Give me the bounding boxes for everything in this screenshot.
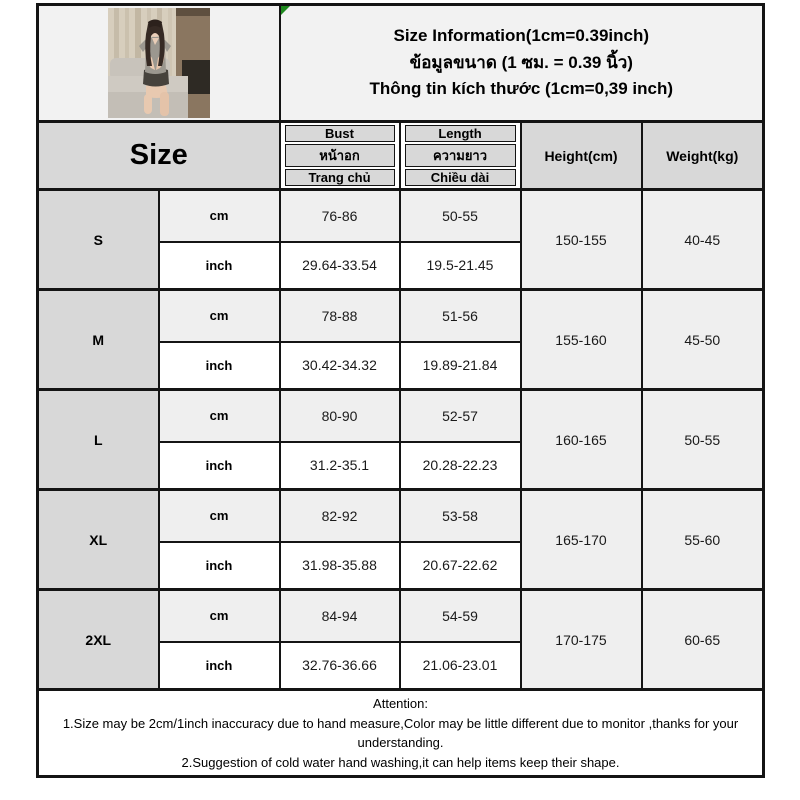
table-row-l-cm [38,390,764,442]
bust-inch-value: 29.64-33.54 [280,242,400,290]
height-value: 155-160 [521,290,642,390]
size-label-2xl: 2XL [38,590,159,690]
length-inch-value: 20.28-22.23 [400,442,521,490]
column-header-length [400,122,521,190]
unit-cm: cm [159,390,280,442]
bust-inch-value: 32.76-36.66 [280,642,400,690]
unit-inch: inch [159,242,280,290]
attention-line-2: 2.Suggestion of cold water hand washing,it can help items keep their shape. [181,754,620,770]
footer-row [38,690,764,777]
size-label-m: M [38,290,159,390]
length-label-vi: Chiều dài [405,169,516,186]
bust-inch-value: 30.42-34.32 [280,342,400,390]
green-corner-marker-icon [281,6,290,15]
length-inch-value: 19.89-21.84 [400,342,521,390]
size-label-l: L [38,390,159,490]
table-row-xl-cm [38,490,764,542]
title-cell [280,5,764,122]
weight-value: 60-65 [642,590,764,690]
column-header-height: Height(cm) [521,122,642,190]
bust-label-th: หน้าอก [285,144,395,167]
unit-inch: inch [159,442,280,490]
weight-value: 40-45 [642,190,764,290]
length-cm-value: 50-55 [400,190,521,242]
header-row [38,122,764,190]
unit-inch: inch [159,542,280,590]
top-row [38,5,764,122]
length-label-th: ความยาว [405,144,516,167]
unit-inch: inch [159,642,280,690]
length-inch-value: 19.5-21.45 [400,242,521,290]
attention-note [38,690,764,777]
unit-cm: cm [159,490,280,542]
column-header-bust [280,122,400,190]
unit-cm: cm [159,290,280,342]
table-row-s-cm [38,190,764,242]
length-cm-value: 54-59 [400,590,521,642]
bust-label-vi: Trang chủ [285,169,395,186]
table-row-m-cm [38,290,764,342]
length-inch-value: 21.06-23.01 [400,642,521,690]
title-thai: ข้อมูลขนาด (1 ซม. = 0.39 นิ้ว) [409,52,633,72]
column-header-size: Size [38,122,280,190]
height-value: 160-165 [521,390,642,490]
table-row-2xl-cm [38,590,764,642]
length-inch-value: 20.67-22.62 [400,542,521,590]
attention-line-1: 1.Size may be 2cm/1inch inaccuracy due to hand measure,Color may be little different due to monitor ,thanks for your understanding. [62,715,739,750]
bust-inch-value: 31.2-35.1 [280,442,400,490]
bust-label-en: Bust [285,125,395,142]
bust-inch-value: 31.98-35.88 [280,542,400,590]
unit-inch: inch [159,342,280,390]
height-value: 170-175 [521,590,642,690]
weight-value: 45-50 [642,290,764,390]
length-cm-value: 53-58 [400,490,521,542]
column-header-weight: Weight(kg) [642,122,764,190]
height-value: 150-155 [521,190,642,290]
model-photo [108,8,210,118]
unit-cm: cm [159,590,280,642]
length-cm-value: 52-57 [400,390,521,442]
weight-value: 55-60 [642,490,764,590]
height-value: 165-170 [521,490,642,590]
model-photo-cell [38,5,280,122]
attention-title: Attention: [373,696,428,711]
weight-value: 50-55 [642,390,764,490]
unit-cm: cm [159,190,280,242]
bust-cm-value: 76-86 [280,190,400,242]
bust-cm-value: 84-94 [280,590,400,642]
bust-cm-value: 82-92 [280,490,400,542]
bust-cm-value: 78-88 [280,290,400,342]
size-label-xl: XL [38,490,159,590]
title-english: Size Information(1cm=0.39inch) [393,26,650,46]
length-label-en: Length [405,125,516,142]
bust-cm-value: 80-90 [280,390,400,442]
length-cm-value: 51-56 [400,290,521,342]
title-vietnamese: Thông tin kích thước (1cm=0,39 inch) [369,79,674,99]
size-chart-table [36,3,765,778]
size-label-s: S [38,190,159,290]
